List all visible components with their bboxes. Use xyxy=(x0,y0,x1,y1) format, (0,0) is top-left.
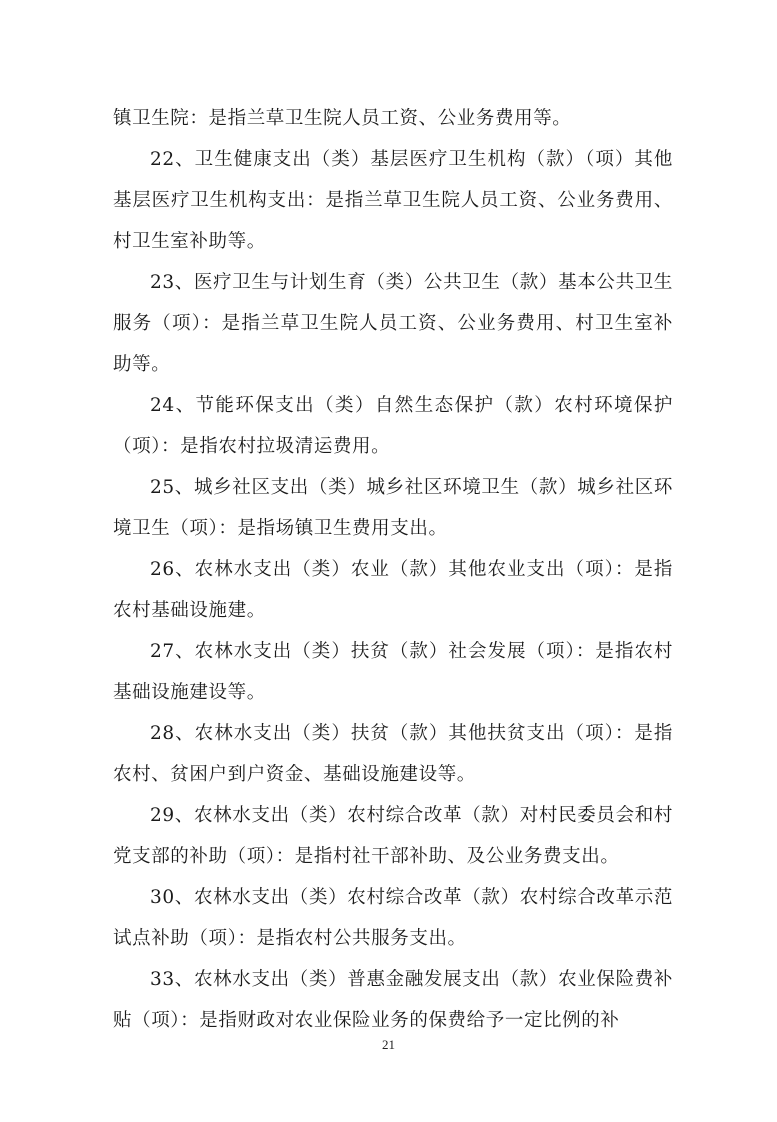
paragraph-item-30: 30、农林水支出（类）农村综合改革（款）农村综合改革示范试点补助（项）：是指农村公共服务支出。 xyxy=(113,887,673,949)
paragraph-item-26: 26、农林水支出（类）农业（款）其他农业支出（项）：是指农村基础设施建。 xyxy=(113,559,673,621)
paragraph-item-22: 22、卫生健康支出（类）基层医疗卫生机构（款）（项）其他基层医疗卫生机构支出：是指兰草卫生院人员工资、公业务费用、村卫生室补助等。 xyxy=(113,149,673,252)
paragraph-item-27: 27、农林水支出（类）扶贫（款）社会发展（项）：是指农村基础设施建设等。 xyxy=(113,641,673,703)
document-body xyxy=(113,98,673,1041)
paragraph-item-23: 23、医疗卫生与计划生育（类）公共卫生（款）基本公共卫生服务（项）：是指兰草卫生院人员工资、公业务费用、村卫生室补助等。 xyxy=(113,272,673,375)
paragraph-item-33: 33、农林水支出（类）普惠金融发展支出（款）农业保险费补贴（项）：是指财政对农业保险业务的保费给予一定比例的补 xyxy=(113,969,673,1031)
paragraph-item-25: 25、城乡社区支出（类）城乡社区环境卫生（款）城乡社区环境卫生（项）：是指场镇卫生费用支出。 xyxy=(113,477,673,539)
paragraph-item-24: 24、节能环保支出（类）自然生态保护（款）农村环境保护（项）：是指农村拉圾清运费用。 xyxy=(113,395,673,457)
paragraph-item-28: 28、农林水支出（类）扶贫（款）其他扶贫支出（项）：是指农村、贫困户到户资金、基础设施建设等。 xyxy=(113,723,673,785)
paragraph-continuation: 镇卫生院：是指兰草卫生院人员工资、公业务费用等。 xyxy=(113,108,572,129)
paragraph-item-29: 29、农林水支出（类）农村综合改革（款）对村民委员会和村党支部的补助（项）：是指村社干部补助、及公业务费支出。 xyxy=(113,805,673,867)
page-number: 21 xyxy=(382,1037,395,1052)
